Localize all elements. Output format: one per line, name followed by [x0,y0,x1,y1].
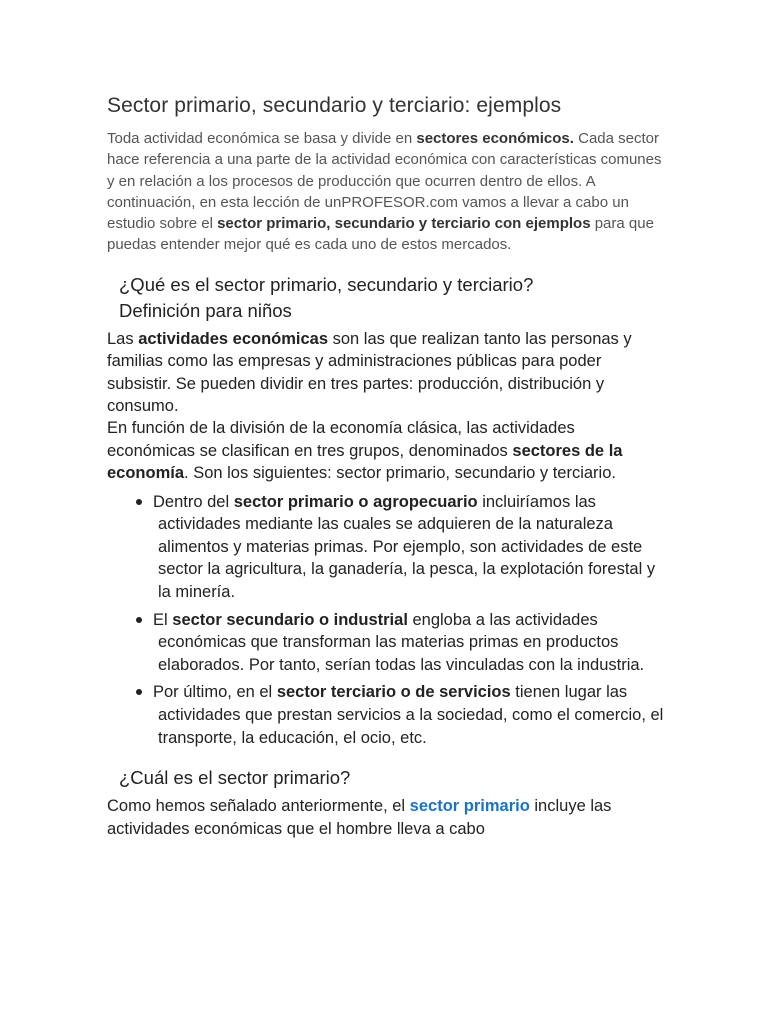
para1-text-1: Las [107,329,139,348]
section2-paragraph [107,795,667,840]
section2-text-1: Como hemos señalado anteriormente, el [107,797,410,816]
para1-bold: actividades económicas [138,329,329,348]
intro-text-1: Toda actividad económica se basa y divide en [107,130,417,147]
bullet2-text-2: engloba a las actividades económicas que transforman las materias primas en productos elaborados. Por tanto, serían todas las vinculadas con la industria. [158,610,645,674]
section2-text-2: incluye las actividades económicas que el hombre lleva a cabo [107,797,612,838]
bullet1-text-1: Dentro del [153,492,234,511]
section2-heading: ¿Cuál es el sector primario? [119,767,351,789]
article-title: Sector primario, secundario y terciario: ejemplos [107,94,562,117]
sector-primario-link[interactable]: sector primario [409,797,530,816]
intro-text-3: para que puedas entender mejor qué es cada uno de estos mercados. [107,215,654,254]
intro-paragraph [107,128,667,256]
section1-heading-line1: ¿Qué es el sector primario, secundario y terciario? [119,273,534,295]
bullet3-text-1: Por último, en el [153,683,277,702]
section1-heading [119,272,667,324]
section1-paragraph-1 [107,328,667,418]
sectors-list [107,491,667,750]
bullet-icon [136,499,142,505]
bullet-icon [136,689,142,695]
bullet1-text-2: incluiríamos las actividades mediante las cuales se adquieren de la naturaleza alimentos y materias primas. Por ejemplo, son actividades de este sector la agricultura, la ganadería, la pesca, la explotación forestal y la minería. [158,492,656,601]
intro-bold-1: sectores económicos. [416,130,574,147]
section1-paragraph-2 [107,417,667,484]
bullet3-bold: sector terciario o de servicios [276,683,511,702]
intro-text-2: Cada sector hace referencia a una parte de la actividad económica con características comunes y en relación a los procesos de producción que ocurren dentro de ellos. A continuación, en esta lección de unPROFESOR.com vamos a llevar a cabo un estudio sobre el [107,130,662,233]
para2-text-1: En función de la división de la economía clásica, las actividades económicas se clasifican en tres grupos, denominados [107,419,575,460]
bullet1-bold: sector primario o agropecuario [233,492,478,511]
list-item-primary [107,491,667,604]
section1-heading-line2: Definición para niños [119,299,292,321]
para2-text-2: . Son los siguientes: sector primario, secundario y terciario. [184,464,616,483]
bullet2-bold: sector secundario o industrial [172,610,408,629]
intro-bold-2: sector primario, secundario y terciario con ejemplos [217,215,591,233]
bullet3-text-2: tienen lugar las actividades que prestan servicios a la sociedad, como el comercio, el transporte, la educación, el ocio, etc. [158,683,664,747]
list-item-secondary [107,609,667,677]
bullet2-text-1: El [153,610,173,629]
bullet-icon [136,617,142,623]
para1-text-2: son las que realizan tanto las personas y familias como las empresas y administraciones públicas para poder subsistir. Se pueden dividir en tres partes: producción, distribución y consumo. [107,329,632,415]
para2-bold: sectores de la economía [107,441,623,483]
list-item-tertiary [107,681,667,749]
article [107,92,667,840]
